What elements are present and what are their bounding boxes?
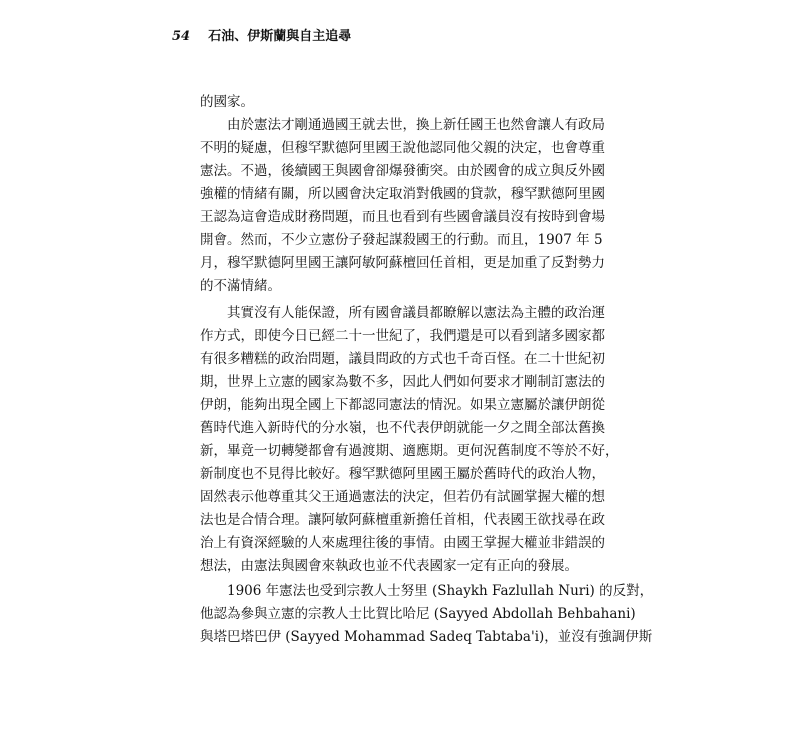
text-line: 固然表示他尊重其父王通過憲法的決定，但若仍有試圖掌握大權的想 xyxy=(200,489,605,505)
text-line: 法也是合情合理。讓阿敏阿蘇檀重新擔任首相，代表國王欲找尋在政 xyxy=(200,512,605,528)
text-line: 由於憲法才剛通過國王就去世，換上新任國王也然會讓人有政局 xyxy=(227,117,605,133)
text-line: 伊朗，能夠出現全國上下都認同憲法的情況。如果立憲屬於讓伊朗從 xyxy=(200,397,605,413)
text-line: 開會。然而，不少立憲份子發起謀殺國王的行動。而且，1907 年 5 xyxy=(200,232,603,248)
text-line: 有很多糟糕的政治問題，議員問政的方式也千奇百怪。在二十世紀初 xyxy=(200,351,605,367)
text-line: 其實沒有人能保證，所有國會議員都瞭解以憲法為主體的政治運 xyxy=(227,305,605,321)
text-line: 治上有資深經驗的人來處理往後的事情。由國王掌握大權並非錯誤的 xyxy=(200,535,605,551)
text-line: 作方式，即使今日已經二十一世紀了，我們還是可以看到諸多國家都 xyxy=(200,328,605,344)
text-line: 與塔巴塔巴伊 (Sayyed Mohammad Sadeq Tabtaba'i)，並沒有強調伊斯 xyxy=(200,629,653,645)
running-header xyxy=(172,28,351,46)
text-line: 的不滿情緒。 xyxy=(200,278,281,294)
text-line: 1906 年憲法也受到宗教人士努里 (Shaykh Fazlullah Nuri) 的反對， xyxy=(227,583,654,599)
text-line: 新，畢竟一切轉變都會有過渡期、適應期。更何況舊制度不等於不好， xyxy=(200,443,619,459)
text-line: 月，穆罕默德阿里國王讓阿敏阿蘇檀回任首相，更是加重了反對勢力 xyxy=(200,255,605,271)
text-line: 強權的情緒有關，所以國會決定取消對俄國的貸款，穆罕默德阿里國 xyxy=(200,186,605,202)
text-line: 的國家。 xyxy=(200,94,254,110)
text-line: 他認為參與立憲的宗教人士比賀比哈尼 (Sayyed Abdollah Behbahani) xyxy=(200,606,636,622)
text-line: 不明的疑慮，但穆罕默德阿里國王說他認同他父親的決定，也會尊重 xyxy=(200,140,605,156)
text-line: 王認為這會造成財務問題，而且也看到有些國會議員沒有按時到會場 xyxy=(200,209,605,225)
page-number: 54 xyxy=(172,29,191,44)
book-title: 石油、伊斯蘭與自主追尋 xyxy=(208,29,352,44)
text-line: 憲法。不過，後續國王與國會卻爆發衝突。由於國會的成立與反外國 xyxy=(200,163,605,179)
text-line: 舊時代進入新時代的分水嶺，也不代表伊朗就能一夕之間全部汰舊換 xyxy=(200,420,605,436)
text-line: 想法，由憲法與國會來執政也並不代表國家一定有正向的發展。 xyxy=(200,558,578,574)
text-line: 新制度也不見得比較好。穆罕默德阿里國王屬於舊時代的政治人物， xyxy=(200,466,605,482)
text-line: 期，世界上立憲的國家為數不多，因此人們如何要求才剛制訂憲法的 xyxy=(200,374,605,390)
